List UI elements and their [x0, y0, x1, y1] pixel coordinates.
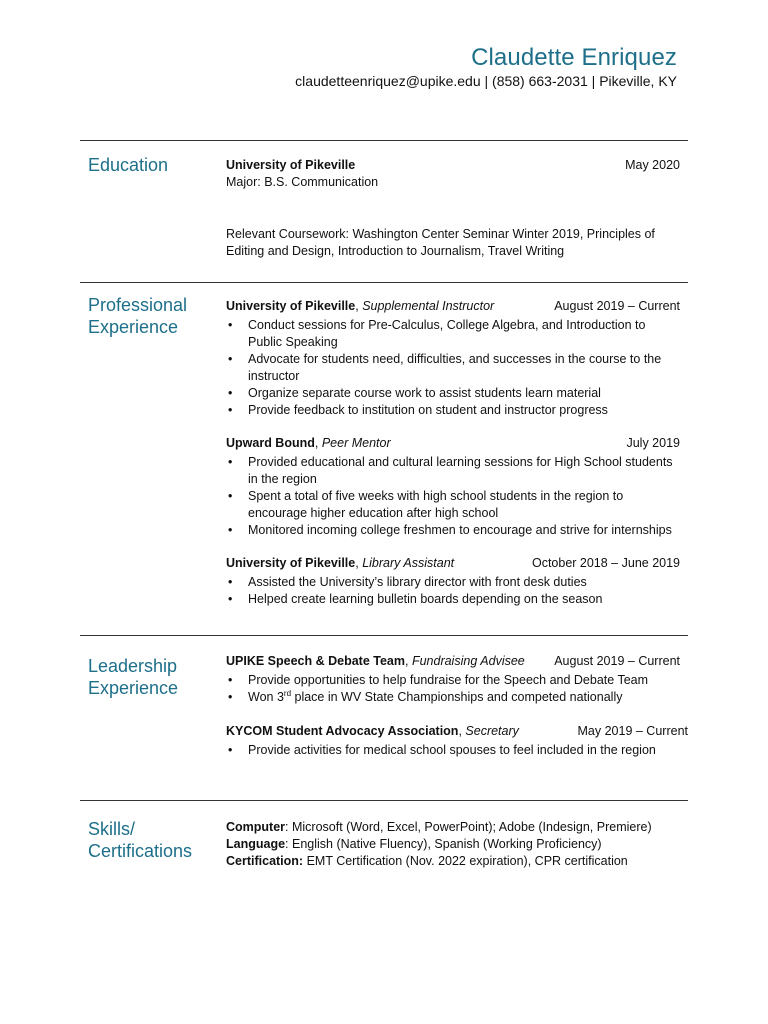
divider: [80, 140, 688, 141]
role-title: Secretary: [465, 724, 519, 738]
list-item: • Provide activities for medical school spouses to feel included in the region: [226, 742, 686, 759]
job-role: Library Assistant: [362, 556, 455, 570]
list-item: • Assisted the University’s library director with front desk duties: [226, 574, 686, 591]
job-role: Peer Mentor: [321, 436, 391, 450]
job-org: Upward Bound: [226, 436, 315, 450]
role-org: UPIKE Speech & Debate Team: [226, 654, 405, 668]
section-title-professional: Professional Experience: [88, 295, 188, 337]
job-date: August 2019 – Current: [554, 299, 680, 313]
contact-line: claudetteenriquez@upike.edu | (858) 663-2031 | Pikeville, KY: [295, 73, 677, 89]
job-header: Upward Bound, Peer Mentor July 2019: [226, 436, 680, 450]
list-item: • Organize separate course work to assist students learn material: [226, 385, 686, 402]
list-item: • Helped create learning bulletin boards depending on the season: [226, 591, 686, 608]
job-org: University of Pikeville: [226, 556, 356, 570]
coursework-line: Relevant Coursework: Washington Center Seminar Winter 2019, Principles of: [226, 227, 655, 241]
job-bullets: [226, 317, 686, 419]
list-item: • Conduct sessions for Pre-Calculus, College Algebra, and Introduction to Public Speaking: [226, 317, 686, 351]
divider: [80, 282, 688, 283]
divider: [80, 800, 688, 801]
list-item: • Won 3rd place in WV State Championships and competed nationally: [226, 689, 686, 706]
skills-section: [226, 819, 686, 870]
section-title-leadership: Leadership Experience: [88, 656, 179, 698]
role-org: KYCOM Student Advocacy Association: [226, 724, 459, 738]
candidate-name: Claudette Enriquez: [471, 44, 677, 71]
list-item: • Provide opportunities to help fundraise for the Speech and Debate Team: [226, 672, 686, 689]
role-date: May 2019 – Current: [577, 724, 688, 738]
skill-computer: Computer: Microsoft (Word, Excel, PowerPoint); Adobe (Indesign, Premiere): [226, 820, 652, 834]
school-name: University of Pikeville: [226, 158, 356, 172]
leadership-section: [226, 653, 686, 759]
major: Major: B.S. Communication: [226, 175, 379, 189]
job-date: July 2019: [626, 436, 680, 450]
graduation-date: May 2020: [625, 158, 680, 172]
role-bullets: [226, 742, 686, 759]
role-header: KYCOM Student Advocacy Association, Secretary May 2019 – Current: [226, 724, 688, 738]
list-item: • Provide feedback to institution on student and instructor progress: [226, 402, 686, 419]
job-bullets: [226, 574, 686, 608]
coursework-line: Editing and Design, Introduction to Journalism, Travel Writing: [226, 244, 565, 258]
job-role: Supplemental Instructor: [362, 299, 495, 313]
list-item: • Spent a total of five weeks with high school students in the region to encourage higher education after high school: [226, 488, 686, 522]
job-bullets: [226, 454, 686, 539]
job-date: October 2018 – June 2019: [531, 556, 680, 570]
role-date: August 2019 – Current: [554, 654, 680, 668]
divider: [80, 635, 688, 636]
section-title-education: Education: [88, 155, 169, 175]
list-item: • Monitored incoming college freshmen to encourage and strive for internships: [226, 522, 686, 539]
education-entry: [226, 157, 686, 174]
list-item: • Advocate for students need, difficulties, and successes in the course to the instructor: [226, 351, 686, 385]
job-header: University of Pikeville, Library Assistant October 2018 – June 2019: [226, 556, 680, 570]
job-org: University of Pikeville: [226, 299, 356, 313]
list-item: • Provided educational and cultural learning sessions for High School students in the region: [226, 454, 686, 488]
education-section: [226, 157, 686, 260]
skill-certification: Certification: EMT Certification (Nov. 2022 expiration), CPR certification: [226, 854, 628, 868]
role-title: Fundraising Advisee: [411, 654, 525, 668]
role-header: UPIKE Speech & Debate Team, Fundraising Advisee August 2019 – Current: [226, 654, 680, 668]
job-header: University of Pikeville, Supplemental Instructor August 2019 – Current: [226, 299, 680, 313]
role-bullets: [226, 672, 686, 706]
professional-section: [226, 298, 686, 608]
section-title-skills: Skills/ Certifications: [88, 819, 193, 861]
skill-language: Language: English (Native Fluency), Spanish (Working Proficiency): [226, 837, 602, 851]
